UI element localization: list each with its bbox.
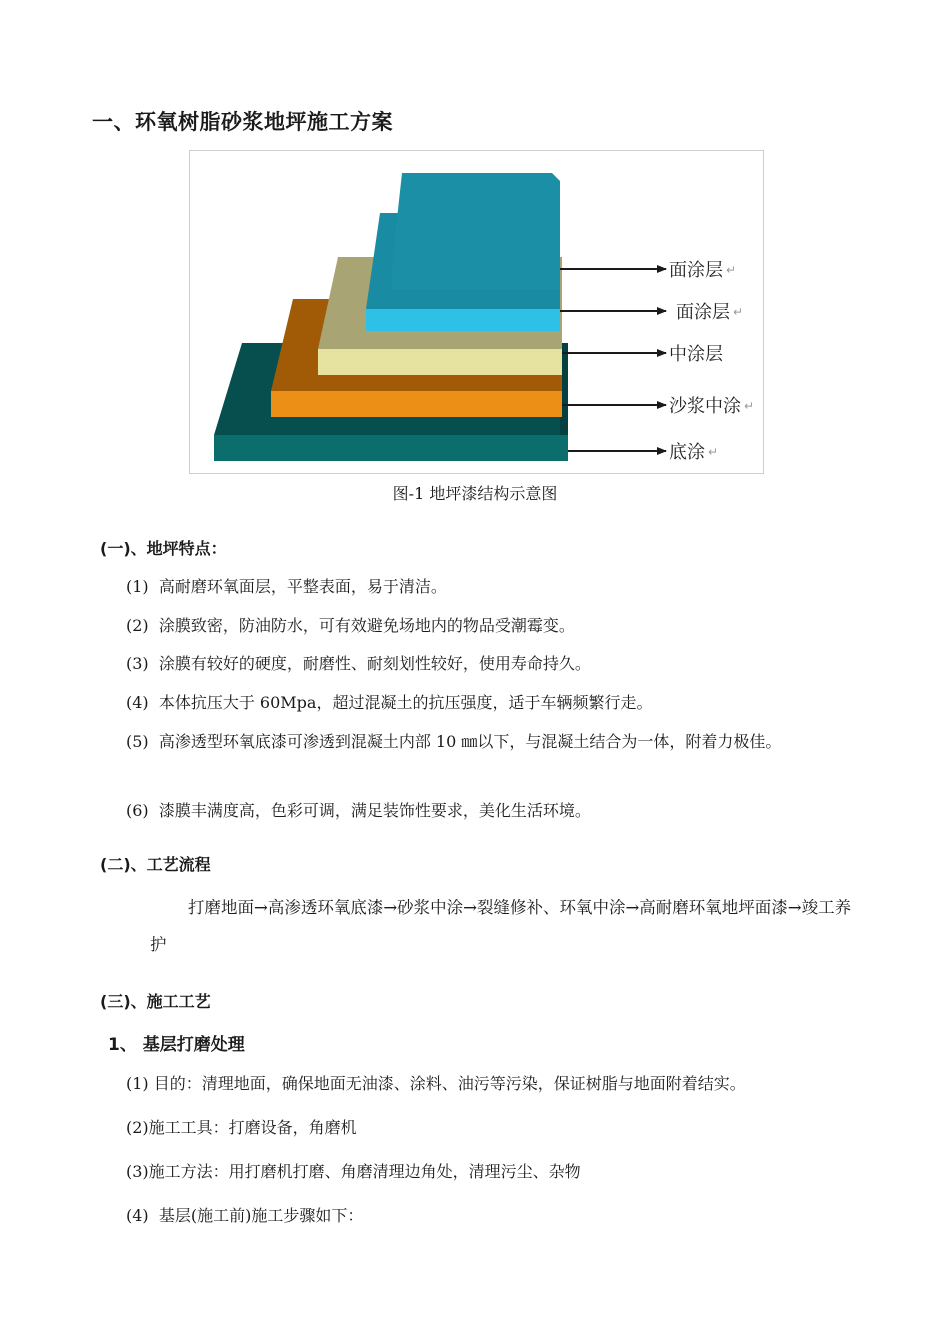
label-base-coat: 底涂 [669, 442, 705, 463]
item-text: 高渗透型环氧底漆可渗透到混凝土内部 10 ㎜以下，与混凝土结合为一体，附着力极佳。 [158, 732, 782, 751]
layer-top-coat-lower-face [366, 309, 560, 331]
label-top-coat-upper: 面涂层 [669, 260, 723, 281]
label-top-coat-lower: 面涂层 [676, 302, 730, 323]
item-text: 涂膜有较好的硬度，耐磨性、耐刻划性较好，使用寿命持久。 [158, 654, 591, 673]
figure-caption: 图-1 地坪漆结构示意图 [392, 484, 558, 503]
feature-item [126, 726, 908, 757]
item-number: (2) [126, 616, 149, 635]
process-flow-text: 打磨地面→高渗透环氧底漆→砂浆中涂→裂缝修补、环氧中涂→高耐磨环氧地坪面漆→竣工养护 [150, 898, 852, 954]
item-number: (4) [126, 693, 149, 712]
layer-middle-coat-face [318, 349, 562, 375]
layer-mortar-coat-face [271, 391, 562, 417]
item-text: 高耐磨环氧面层，平整表面，易于清洁。 [158, 577, 447, 596]
layer-base-coat-face [214, 435, 568, 461]
label-mortar-coat: 沙浆中涂 [669, 396, 741, 417]
item-number: (1) [126, 577, 149, 596]
feature-item [126, 648, 908, 679]
item-text: 漆膜丰满度高，色彩可调，满足装饰性要求，美化生活环境。 [158, 801, 591, 820]
item-number: (2) [126, 1118, 149, 1137]
item-number: (1) [126, 1074, 149, 1093]
return-mark: ↵ [744, 399, 755, 413]
return-mark: ↵ [733, 305, 744, 319]
feature-item [126, 687, 908, 718]
floor-layers-diagram [190, 151, 763, 473]
floor-structure-figure [189, 150, 764, 474]
item-number: (3) [126, 1162, 149, 1181]
item-number: (5) [126, 732, 149, 751]
feature-item [126, 571, 908, 602]
item-text: 基层(施工前)施工步骤如下： [158, 1206, 364, 1225]
item-number: (6) [126, 801, 149, 820]
grinding-item [126, 1156, 871, 1187]
label-middle-coat: 中涂层 [669, 344, 723, 365]
page-title: 一、环氧树脂砂浆地坪施工方案 [92, 110, 393, 134]
item-text: 施工工具：打磨设备，角磨机 [148, 1118, 357, 1137]
item-text: 目的：清理地面，确保地面无油漆、涂料、油污等污染，保证树脂与地面附着结实。 [153, 1074, 746, 1093]
feature-item [126, 610, 908, 641]
section-heading-process: (二)、工艺流程 [100, 855, 211, 874]
section-heading-features: (一)、地坪特点： [100, 539, 227, 558]
grinding-item [126, 1200, 871, 1231]
return-mark: ↵ [708, 445, 719, 459]
return-mark: ↵ [726, 263, 737, 277]
grinding-item [126, 1068, 871, 1099]
feature-item [126, 795, 908, 826]
item-text: 施工方法：用打磨机打磨、角磨清理边角处，清理污尘、杂物 [148, 1162, 581, 1181]
label-arrows [560, 269, 666, 451]
subsection-heading-base-grinding: 1、 基层打磨处理 [108, 1035, 245, 1055]
item-number: (4) [126, 1206, 149, 1225]
grinding-item [126, 1112, 871, 1143]
layer-top-coat-upper-face [392, 265, 560, 289]
item-text: 涂膜致密，防油防水，可有效避免场地内的物品受潮霉变。 [158, 616, 575, 635]
section-heading-construction: (三)、施工工艺 [100, 992, 211, 1011]
item-text: 本体抗压大于 60Mpa，超过混凝土的抗压强度，适于车辆频繁行走。 [158, 693, 653, 712]
item-number: (3) [126, 654, 149, 673]
layer-top-coat-upper [392, 173, 560, 289]
